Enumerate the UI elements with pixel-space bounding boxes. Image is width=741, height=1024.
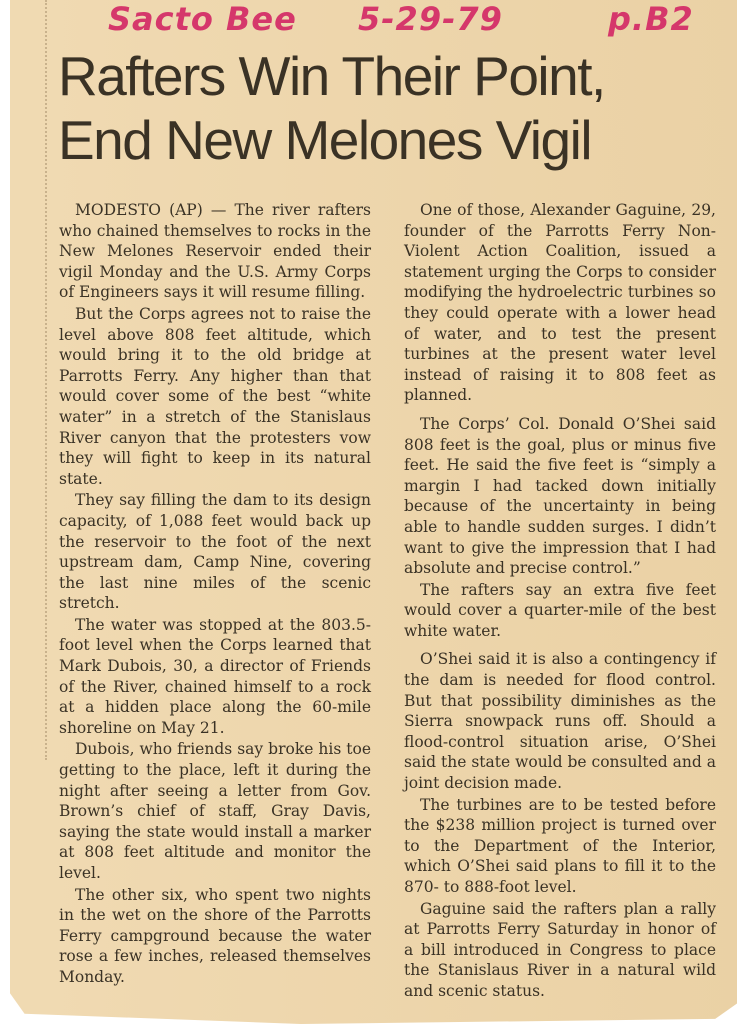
handwritten-date-note: 5-29-79	[358, 0, 503, 38]
torn-edge-perforation	[45, 0, 53, 760]
body-paragraph: MODESTO (AP) — The river rafters who chained themselves to rocks in the New Melones Reservoir ended their vigil Monday and the U.S. Army Corps of Engineers says it will resume filling.	[59, 201, 371, 302]
body-paragraph: One of those, Alexander Gaguine, 29, founder of the Parrotts Ferry Non-Violent Action Coalition, issued a statement urging the Corps to consider modifying the hydroelectric turbines so they could operate with a lower head of water, and to test the present turbines at the present water level instead of raising it to 808 feet as planned.	[404, 201, 716, 405]
body-paragraph: Gaguine said the rafters plan a rally at Parrotts Ferry Saturday in honor of a bill introduced in Congress to place the Stanislaus River in a natural wild and scenic status.	[404, 899, 716, 1000]
body-paragraph: Dubois, who friends say broke his toe getting to the place, left it during the night after seeing a letter from Gov. Brown’s chief of staff, Gray Davis, saying the state would install a marker at 808 feet altitude and monitor the level.	[59, 740, 371, 882]
handwritten-page-note: p.B2	[608, 0, 694, 38]
article-headline	[58, 44, 708, 172]
body-paragraph: They say filling the dam to its design capacity, of 1,088 feet would back up the reservoir to the foot of the next upstream dam, Camp Nine, covering the last nine miles of the scenic stretch.	[59, 491, 371, 613]
article-column-right	[404, 200, 716, 1002]
body-paragraph: The other six, who spent two nights in the wet on the shore of the Parrotts Ferry campground because the water rose a few inches, released themselves Monday.	[59, 885, 371, 986]
body-paragraph: The water was stopped at the 803.5-foot level when the Corps learned that Mark Dubois, 30, a director of Friends of the River, chained himself to a rock at a hidden place along the 60-mile shoreline on May 21.	[59, 615, 371, 737]
handwritten-source-note: Sacto Bee	[108, 0, 297, 38]
body-paragraph: The turbines are to be tested before the $238 million project is turned over to the Department of the Interior, which O’Shei said plans to fill it to the 870- to 888-foot level.	[404, 795, 716, 896]
article-column-left	[59, 200, 371, 988]
body-paragraph: The Corps’ Col. Donald O’Shei said 808 feet is the goal, plus or minus five feet. He said the five feet is “simply a margin I had tacked down initially because of the uncertainty in being able to handle sudden surges. I didn’t want to give the impression that I had absolute and precise control.”	[404, 414, 716, 578]
headline-line-1: Rafters Win Their Point,	[58, 45, 605, 107]
headline-line-2: End New Melones Vigil	[58, 109, 592, 171]
body-paragraph: O’Shei said it is also a contingency if the dam is needed for flood control. But that possibility diminishes as the Sierra snowpack runs off. Should a flood-control situation arise, O’Shei said the state would be consulted and a joint decision made.	[404, 650, 716, 793]
body-paragraph: But the Corps agrees not to raise the level above 808 feet altitude, which would bring it to the old bridge at Parrotts Ferry. Any higher than that would cover some of the best “white water” in a stretch of the Stanislaus River canyon that the protesters vow they will fight to keep in its natural state.	[59, 304, 371, 488]
body-paragraph: The rafters say an extra five feet would cover a quarter-mile of the best white water.	[404, 580, 716, 640]
